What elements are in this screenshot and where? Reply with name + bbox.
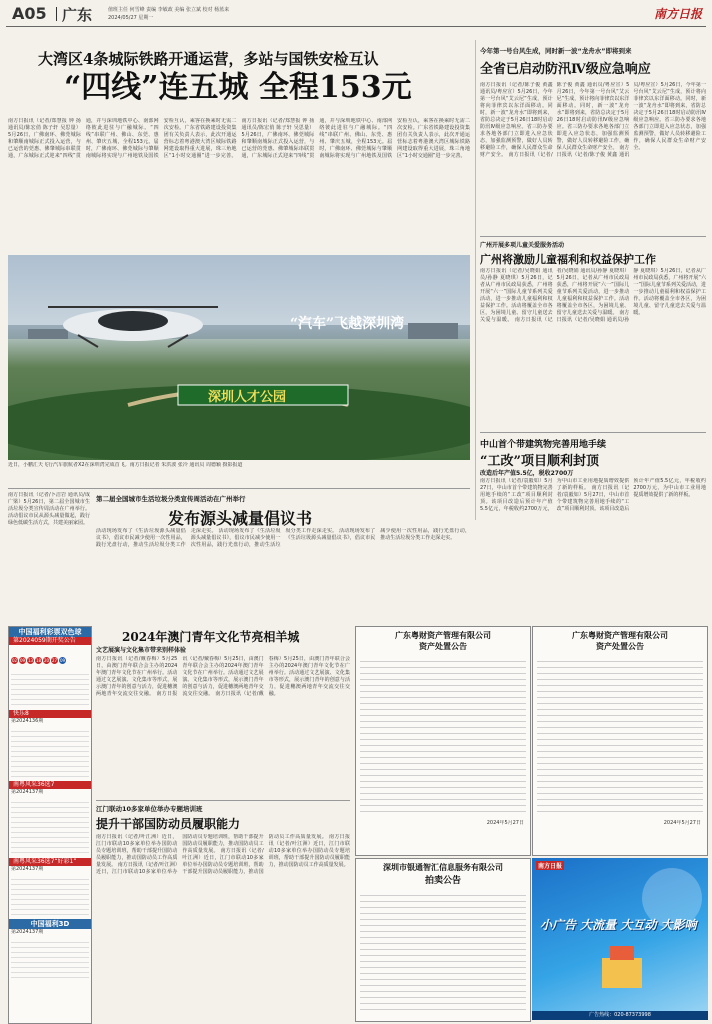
lead-photo-caption: “汽车”飞越深圳湾 xyxy=(290,316,405,332)
lottery-section-period: 第2024137期 xyxy=(11,789,44,795)
lottery-section-title: 南粤风采36选7“好彩1” xyxy=(9,858,91,866)
lottery-section-title: 中国福利3D xyxy=(9,919,91,929)
masthead-credits: 值班主任 何雪峰 责编 李敏政 美编 张立斌 校对 杨蓝来 xyxy=(108,7,230,13)
lead-photo-note: 近日，小鹏汇天飞行汽车旅航者X2在深圳湾完成首飞。南方日报记者 朱洪波 张冷 通讯员 周德颖 摄影报道 xyxy=(8,462,243,468)
right-top-body xyxy=(480,82,706,232)
red-ball: 27 xyxy=(51,658,58,663)
right-mid-body-text: 南方日报讯（记者/吴晓娟 通讯员/孙静 夏晓琪）5月26日，记者从广州市民政局获悉，广州将开展“六一”国际儿童节系列关爱活动，进一步推动儿童福利和权益保护工作。活动将覆盖全市各区，为困境儿童、留守儿童送去关爱与温暖。 xyxy=(480,268,553,323)
lead-photo-sign: 深圳人才公园 xyxy=(208,390,287,405)
defense-body-text-cont2: 南方日报讯（记者/叶江洲）近日，江门市联动10多家单位举办国防动员专题培训班，帮助干部提升国防动员履职能力，推动国防动员工作高质量发展。 xyxy=(182,834,328,875)
section-title: 广东 xyxy=(62,6,93,24)
lead-kicker: 大湾区4条城际铁路开通运营，多站与国铁安检互认 xyxy=(38,50,379,68)
right-low-body xyxy=(480,478,706,588)
lead-body-text-cont: 南方日报讯（记者/郑慧报 钟 扬 通讯员/陈宏俏 陈子轩 吴思量）5月26日，广佛南环、佛莞城际和肇顺南城际正式投入运营，与已运营的莞惠、佛肇城际串联贯通，广东城际正式迎来“四线”贯通，并与深圳地铁中心、南部网络彼此进驻与广融城际。“四线”串联广州、佛山、东莞、惠州、肇庆五城，全程153元。届时，广佛南环、佛莞城际与肇顺南城际将实现与广州地铁及国铁安检互认，乘客在换乘时无需二次安检。广东省铁路建设投资集团有关负责人表示，此次开通运营标志着粤港澳大湾区城际铁路网建设取得重大进展，珠三角地区“1小时交通圈”进一步完善。 xyxy=(241,118,470,159)
lead-photo xyxy=(8,255,470,460)
right-top-kicker: 今年第一号台风生成，同时新一波“龙舟水”即将到来 xyxy=(480,47,632,55)
right-mid-body xyxy=(480,268,706,428)
page-number: A05 xyxy=(12,4,47,23)
right-mid-body-text-cont: 南方日报讯（记者/吴晓娟 通讯员/孙静 夏晓琪）5月26日，记者从广州市民政局获悉，广州将开展“六一”国际儿童节系列关爱活动，进一步推动儿童福利和权益保护工作。活动将覆盖全市各区，为困境儿童、留守儿童送去关爱与温暖。 xyxy=(514,268,630,323)
right-top-headline: 全省已启动防汛Ⅳ级应急响应 xyxy=(480,62,651,77)
notice-1-subtitle: 资产处置公告 xyxy=(419,641,467,651)
right-low-body-text-cont: 南方日报讯（记者/袁毅如）5月27日，中山市首个带建筑物完善用地手续的“工改”项目顺利封顶。该项目改造后预计年产值5.5亿元，年税收约2700万元，为中山市工业用地提质增效提供了新的样板。 xyxy=(556,478,706,512)
lead-headline: “四线”连五城 全程153元 xyxy=(64,70,412,105)
lottery-section-title: 快乐8 xyxy=(9,710,91,718)
lead-photo-art xyxy=(8,255,470,460)
promo-logo: 南方日报 xyxy=(538,863,563,870)
lottery-panel xyxy=(8,626,92,1024)
culture-body-text: 南方日报讯（记者/戴春梅）5月25日，由澳门青年联合会主办的2024年澳门青年文化节在广州举行。活动通过文艺展演、文化集市等形式，展示澳门青年的创意与活力，促进穗澳两地青年交流交往交融。 xyxy=(96,656,178,697)
masthead-divider xyxy=(56,7,57,21)
column-divider xyxy=(475,40,476,520)
lead-body xyxy=(8,118,470,238)
red-ball: 02 xyxy=(11,658,18,663)
mid-center-body xyxy=(96,528,470,620)
lottery-section-title: 南粤风采36选7 xyxy=(9,781,91,789)
mid-center-kicker: 第二届全国城市生活垃圾分类宣传周活动在广州举行 xyxy=(96,495,246,503)
lottery-table xyxy=(11,875,89,915)
auction-notice xyxy=(355,858,531,1022)
notice-3-text xyxy=(360,890,526,1010)
notice-2-text xyxy=(537,656,703,816)
defense-kicker: 江门联动10多家单位举办专题培训班 xyxy=(96,805,203,813)
lottery-section-period: 第2024136期 xyxy=(11,718,44,724)
culture-subhead: 文艺展演与文化集市带来别样体验 xyxy=(96,647,187,654)
section-rule xyxy=(8,488,470,489)
lottery-table xyxy=(11,670,89,706)
mid-center-body-text-cont2: 活动现场发布了《生活垃圾源头减量倡议书》，倡议市民减少使用一次性用品，践行光盘行动，推动生活垃圾分类工作走深走实。 xyxy=(285,528,470,541)
red-ball: 09 xyxy=(19,658,26,663)
notice-2-title: 广东粤财资产管理有限公司 xyxy=(572,630,668,640)
red-ball: 20 xyxy=(43,658,50,663)
lottery-table xyxy=(11,727,89,777)
mid-center-headline: 发布源头减量倡议书 xyxy=(168,509,313,528)
asset-notice-2 xyxy=(532,626,708,856)
notice-1-text xyxy=(360,656,526,816)
blue-ball: 09 xyxy=(59,658,66,663)
promo-ad xyxy=(532,858,708,1020)
right-top-body-text: 南方日报讯（记者/陈子俊 黄鑫 通讯员/粤应宣）5月26日，今年第一号台风“艾云尼”生成，预计将向菲律宾以东洋面移动。同时，新一波“龙舟水”即将到来，省防总决定于5月26日18时启动防汛Ⅳ级应急响应。省三防办要求各地各部门立即进入应急状态，加强监测预警，做好人员转移避险工作，确保人民群众生命财产安全。 xyxy=(480,82,553,158)
mid-center-body-text: 活动现场发布了《生活垃圾源头减量倡议书》，倡议市民减少使用一次性用品，践行光盘行动，推动生活垃圾分类工作走深走实。 xyxy=(96,528,217,548)
lottery-section-period: 第2024137期 xyxy=(11,866,44,872)
culture-headline: 2024年澳门青年文化节亮相羊城 xyxy=(122,630,300,644)
notice-1-title: 广东粤财资产管理有限公司 xyxy=(395,630,491,640)
notice-3-title: 深圳市银通智汇信息服务有限公司 xyxy=(383,862,503,872)
mid-left-body xyxy=(8,492,90,622)
right-mid-kicker: 广州开展多项儿童关爱服务活动 xyxy=(480,242,565,249)
defense-body xyxy=(96,834,350,1020)
red-ball: 18 xyxy=(35,658,42,663)
promo-slogan: 小广告 大流量 大互动 大影响 xyxy=(540,918,697,932)
right-low-kicker: 中山首个带建筑物完善用地手续 xyxy=(480,440,607,450)
mid-left-body-text: 南方日报讯（记者/卜洁岩 通讯员/成广梁）5月26日，第二届全国城市生活垃圾分类宣传周活动在广州举行。活动倡议市民从源头减量做起，践行绿色低碳生活方式，共建美丽家园。 xyxy=(8,492,90,526)
culture-body-text-cont2: 南方日报讯（记者/戴春梅）5月25日，由澳门青年联合会主办的2024年澳门青年文化节在广州举行。活动通过文艺展演、文化集市等形式，展示澳门青年的创意与活力，促进穗澳两地青年交流交往交融。 xyxy=(215,656,350,697)
newspaper-logo: 南方日报 xyxy=(653,7,702,21)
masthead xyxy=(6,4,706,27)
right-mid-headline: 广州将激励儿童福利和权益保护工作 xyxy=(480,253,656,266)
right-low-subhead: 改造后年产值5.5亿，税收2700万 xyxy=(480,470,574,477)
flying-car-icon xyxy=(48,307,218,347)
defense-body-text-cont: 南方日报讯（记者/叶江洲）近日，江门市联动10多家单位举办国防动员专题培训班，帮助干部提升国防动员履职能力，推动国防动员工作高质量发展。 xyxy=(96,834,264,875)
culture-body xyxy=(96,656,350,796)
masthead-date: 2024/05/27 星期一 xyxy=(108,15,154,21)
lottery-table xyxy=(11,798,89,854)
lottery-section-period: 第2024137期 xyxy=(11,929,44,935)
lottery-balls xyxy=(9,645,91,668)
defense-body-text-cont3: 南方日报讯（记者/叶江洲）近日，江门市联动10多家单位举办国防动员专题培训班，帮助干部提升国防动员履职能力，推动国防动员工作高质量发展。 xyxy=(268,834,350,868)
right-mid-body-text-cont2: 南方日报讯（记者/吴晓娟 通讯员/孙静 夏晓琪）5月26日，记者从广州市民政局获悉，广州将开展“六一”国际儿童节系列关爱活动，进一步推动儿童福利和权益保护工作。活动将覆盖全市各区，为困境儿童、留守儿童送去关爱与温暖。 xyxy=(556,268,706,323)
notice-2-subtitle: 资产处置公告 xyxy=(596,641,644,651)
notice-1-date: 2024年5月27日 xyxy=(486,820,524,826)
right-low-body-text: 南方日报讯（记者/袁毅如）5月27日，中山市首个带建筑物完善用地手续的“工改”项目顺利封顶。该项目改造后预计年产值5.5亿元，年税收约2700万元，为中山市工业用地提质增效提供了新的样板。 xyxy=(480,478,630,512)
right-top-body-text-cont2: 南方日报讯（记者/陈子俊 黄鑫 通讯员/粤应宣）5月26日，今年第一号台风“艾云尼”生成，预计将向菲律宾以东洋面移动。同时，新一波“龙舟水”即将到来，省防总决定于5月26日18时启动防汛Ⅳ级应急响应。省三防办要求各地各部门立即进入应急状态，加强监测预警，做好人员转移避险工作，确保人民群众生命财产安全。 xyxy=(556,82,706,158)
red-ball: 13 xyxy=(27,658,34,663)
mid-center-body-text-cont: 活动现场发布了《生活垃圾源头减量倡议书》，倡议市民减少使用一次性用品，践行光盘行动，推动生活垃圾分类工作走深走实。 xyxy=(190,528,338,548)
notice-3-subtitle: 拍卖公告 xyxy=(424,876,461,886)
promo-art xyxy=(532,858,708,1020)
culture-body-text-cont: 南方日报讯（记者/戴春梅）5月25日，由澳门青年联合会主办的2024年澳门青年文化节在广州举行。活动通过文艺展演、文化集市等形式，展示澳门青年的创意与活力，促进穗澳两地青年交流交往交融。 xyxy=(156,656,264,697)
defense-body-text: 南方日报讯（记者/叶江洲）近日，江门市联动10多家单位举办国防动员专题培训班，帮助干部提升国防动员履职能力，推动国防动员工作高质量发展。 xyxy=(96,834,178,868)
lottery-period: 第2024059期开奖公告 xyxy=(9,637,91,645)
right-top-body-text-cont: 南方日报讯（记者/陈子俊 黄鑫 通讯员/粤应宣）5月26日，今年第一号台风“艾云尼”生成，预计将向菲律宾以东洋面移动。同时，新一波“龙舟水”即将到来，省防总决定于5月26日18时启动防汛Ⅳ级应急响应。省三防办要求各地各部门立即进入应急状态，加强监测预警，做好人员转移避险工作，确保人民群众生命财产安全。 xyxy=(508,82,630,158)
section-rule xyxy=(480,432,706,433)
lead-body-text: 南方日报讯（记者/郑慧报 钟 扬 通讯员/陈宏俏 陈子轩 吴思量）5月26日，广佛南环、佛莞城际和肇顺南城际正式投入运营，与已运营的莞惠、佛肇城际串联贯通，广东城际正式迎来“四线”贯通，并与深圳地铁中心、南部网络彼此进驻与广融城际。“四线”串联广州、佛山、东莞、惠州、肇庆五城，全程153元。届时，广佛南环、佛莞城际与肇顺南城际将实现与广州地铁及国铁安检互认，乘客在换乘时无需二次安检。广东省铁路建设投资集团有关负责人表示，此次开通运营标志着粤港澳大湾区城际铁路网建设取得重大进展，珠三角地区“1小时交通圈”进一步完善。 xyxy=(8,118,237,159)
notice-2-date: 2024年5月27日 xyxy=(663,820,701,826)
right-low-headline: “工改”项目顺利封顶 xyxy=(480,454,599,469)
defense-headline: 提升干部国防动员履职能力 xyxy=(96,817,241,831)
asset-notice-1 xyxy=(355,626,531,856)
lottery-table xyxy=(11,938,89,978)
promo-phone: 广告热线：020-87373998 xyxy=(532,1011,708,1020)
section-rule xyxy=(480,236,706,237)
lottery-title: 中国福利彩票双色球 xyxy=(9,627,91,637)
section-rule xyxy=(96,800,350,801)
